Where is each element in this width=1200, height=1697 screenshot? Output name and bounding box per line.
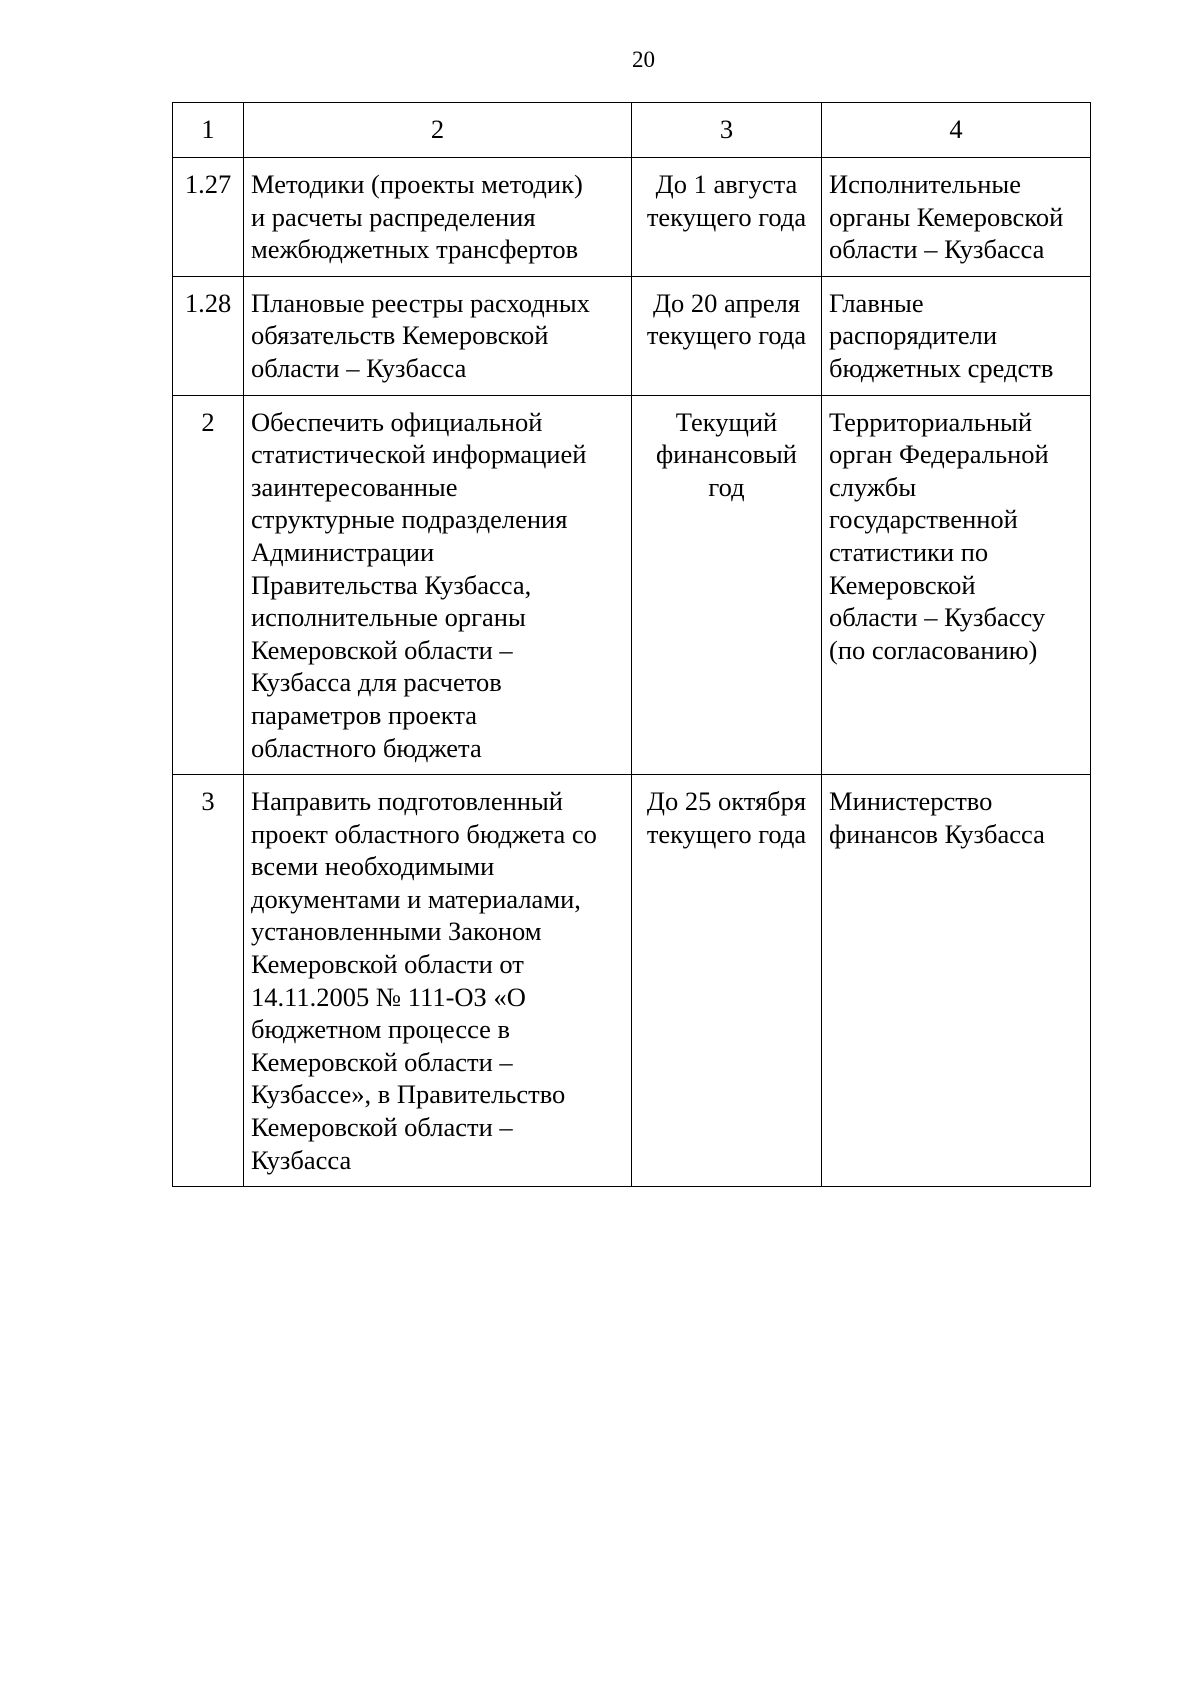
cell-text-line: Кемеровской (829, 569, 976, 600)
cell-text-line: орган Федеральной (829, 439, 1049, 470)
cell-text-line: Территориальный (829, 406, 1033, 437)
table-row (173, 158, 1091, 277)
header-cell-4: 4 (822, 103, 1091, 158)
cell-text-line: параметров проекта (251, 699, 477, 730)
action-cell (244, 775, 632, 1187)
cell-text-line: (по согласованию) (829, 634, 1038, 665)
cell-text-line: органы Кемеровской (829, 201, 1064, 232)
cell-text-line: Администрации (251, 536, 435, 567)
cell-text-line: бюджетных средств (829, 352, 1054, 383)
cell-text-line: области – Кузбассу (829, 602, 1046, 633)
cell-text-line: Исполнительные (829, 169, 1021, 199)
cell-text-line: Кемеровской области – (251, 1046, 513, 1077)
deadline-cell (632, 158, 822, 277)
cell-text-line: Кемеровской области – (251, 634, 513, 665)
deadline-cell (632, 395, 822, 775)
cell-text-line: службы (829, 471, 917, 502)
header-cell-2: 2 (244, 103, 632, 158)
cell-text-line: финансов Кузбасса (829, 818, 1045, 849)
cell-text-line: Кузбассе», в Правительство (251, 1079, 566, 1110)
schedule-table (172, 102, 1091, 1187)
cell-text-line: До 25 октября (646, 786, 807, 817)
cell-text-line: областного бюджета (251, 732, 482, 763)
row-number-cell: 3 (173, 775, 244, 1187)
cell-text-line: и расчеты распределения (251, 201, 536, 232)
cell-text-line: текущего года (646, 818, 807, 849)
deadline-cell (632, 775, 822, 1187)
cell-text-line: государственной (829, 504, 1018, 535)
cell-text-line: Главные (829, 287, 924, 318)
cell-text-line: текущего года (646, 320, 807, 351)
responsible-cell (822, 276, 1091, 395)
cell-text-line: распорядители (829, 320, 998, 351)
row-number-cell: 1.28 (173, 276, 244, 395)
cell-text-line: Кемеровской области – (251, 1112, 513, 1143)
cell-text-line: обязательств Кемеровской (251, 320, 549, 351)
cell-text-line: Методики (проекты методик) (251, 169, 583, 199)
header-cell-3: 3 (632, 103, 822, 158)
header-cell-1: 1 (173, 103, 244, 158)
responsible-cell (822, 158, 1091, 277)
cell-text-line: год (708, 471, 745, 502)
cell-text-line: статистической информацией (251, 439, 587, 470)
cell-text-line: Правительства Кузбасса, (251, 569, 532, 600)
table-row (173, 395, 1091, 775)
cell-text-line: заинтересованные (251, 471, 458, 502)
action-cell (244, 158, 632, 277)
cell-text-line: Плановые реестры расходных (251, 287, 590, 318)
cell-text-line: статистики по (829, 536, 989, 567)
cell-text-line: До 1 августа (655, 169, 798, 199)
cell-text-line: области – Кузбасса (829, 234, 1045, 265)
cell-text-line: До 20 апреля (652, 287, 801, 318)
cell-text-line: финансовый (656, 439, 797, 470)
responsible-cell (822, 395, 1091, 775)
cell-text-line: текущего года (646, 201, 807, 232)
cell-text-line: бюджетном процессе в (251, 1014, 511, 1045)
table-row (173, 276, 1091, 395)
cell-text-line: межбюджетных трансфертов (251, 234, 579, 265)
cell-text-line: проект областного бюджета со (251, 818, 597, 849)
cell-text-line: установленными Законом (251, 916, 542, 947)
cell-text-line: Кемеровской области от (251, 949, 524, 980)
cell-text-line: исполнительные органы (251, 602, 526, 633)
responsible-cell (822, 775, 1091, 1187)
cell-text-line: 14.11.2005 № 111-ОЗ «О (251, 981, 526, 1012)
cell-text-line: Направить подготовленный (251, 786, 563, 817)
cell-text-line: области – Кузбасса (251, 352, 467, 383)
action-cell (244, 276, 632, 395)
action-cell (244, 395, 632, 775)
row-number-cell: 1.27 (173, 158, 244, 277)
deadline-cell (632, 276, 822, 395)
cell-text-line: Министерство (829, 786, 993, 817)
cell-text-line: Кузбасса (251, 1144, 352, 1175)
page-number: 20 (632, 47, 655, 72)
cell-text-line: структурные подразделения (251, 504, 568, 535)
cell-text-line: Обеспечить официальной (251, 406, 543, 437)
cell-text-line: документами и материалами, (251, 883, 581, 914)
table-header-row (173, 103, 1091, 158)
row-number-cell: 2 (173, 395, 244, 775)
cell-text-line: всеми необходимыми (251, 851, 495, 882)
cell-text-line: Кузбасса для расчетов (251, 667, 502, 698)
cell-text-line: Текущий (675, 406, 778, 437)
table-row (173, 775, 1091, 1187)
